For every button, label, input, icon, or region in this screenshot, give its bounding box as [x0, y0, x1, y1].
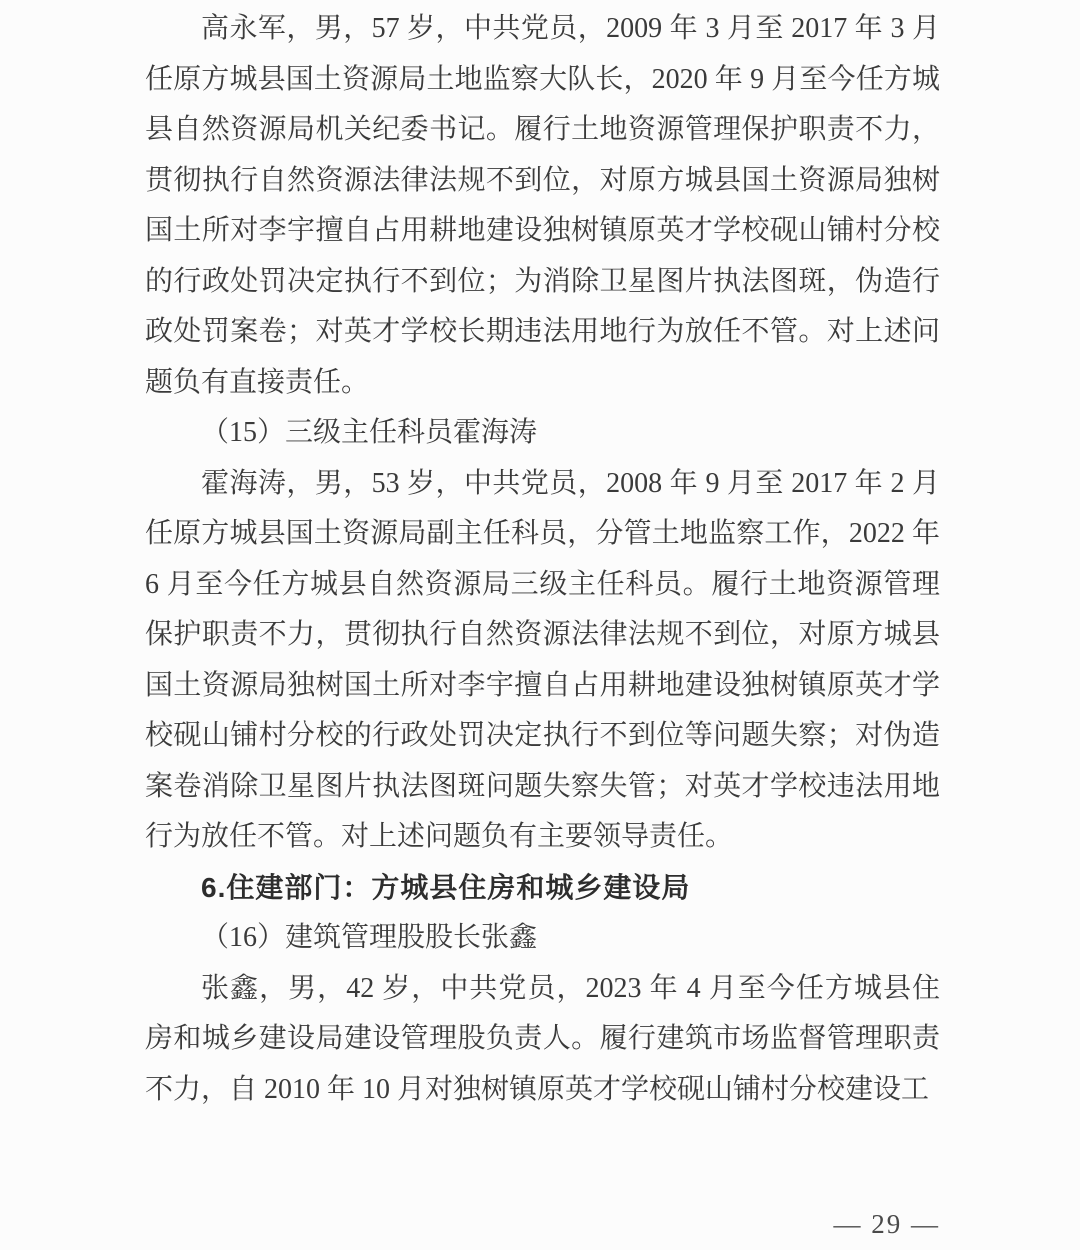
item-16-heading: （16）建筑管理股股长张鑫: [201, 922, 538, 953]
document-text-content: [145, 4, 940, 1115]
section-6-heading: 6.住建部门：方城县住房和城乡建设局: [201, 871, 691, 903]
paragraph-huo-haitao: 霍海涛，男，53 岁，中共党员，2008 年 9 月至 2017 年 2 月任原方城县国土资源局副主任科员，分管土地监察工作，2022 年 6 月至今任方城县自然资源局三级主任科员。履行土地资源管理保护职责不力，贯彻执行自然资源法律法规不到位，对原方城县国土资源局独树国土所对李宇擅自占用耕地建设独树镇原英才学校砚山铺村分校的行政处罚决定执行不到位等问题失察；对伪造案卷消除卫星图片执法图斑问题失察失管；对英才学校违法用地行为放任不管。对上述问题负有主要领导责任。: [145, 467, 940, 852]
paragraph-gao-yongjun: 高永军，男，57 岁，中共党员，2009 年 3 月至 2017 年 3 月任原方城县国土资源局土地监察大队长，2020 年 9 月至今任方城县自然资源局机关纪委书记。履行土地资源管理保护职责不力，贯彻执行自然资源法律法规不到位，对原方城县国土资源局独树国土所对李宇擅自占用耕地建设独树镇原英才学校砚山铺村分校的行政处罚决定执行不到位；为消除卫星图片执法图斑，伪造行政处罚案卷；对英才学校长期违法用地行为放任不管。对上述问题负有直接责任。: [145, 13, 940, 398]
page-number: — 29 —: [833, 1209, 940, 1239]
item-15-heading: （15）三级主任科员霍海涛: [201, 417, 538, 448]
paragraph-zhang-xin: 张鑫，男，42 岁，中共党员，2023 年 4 月至今任方城县住房和城乡建设局建设管理股负责人。履行建筑市场监督管理职责不力，自 2010 年 10 月对独树镇原英才学校砚山铺村分校建设工: [145, 972, 940, 1105]
